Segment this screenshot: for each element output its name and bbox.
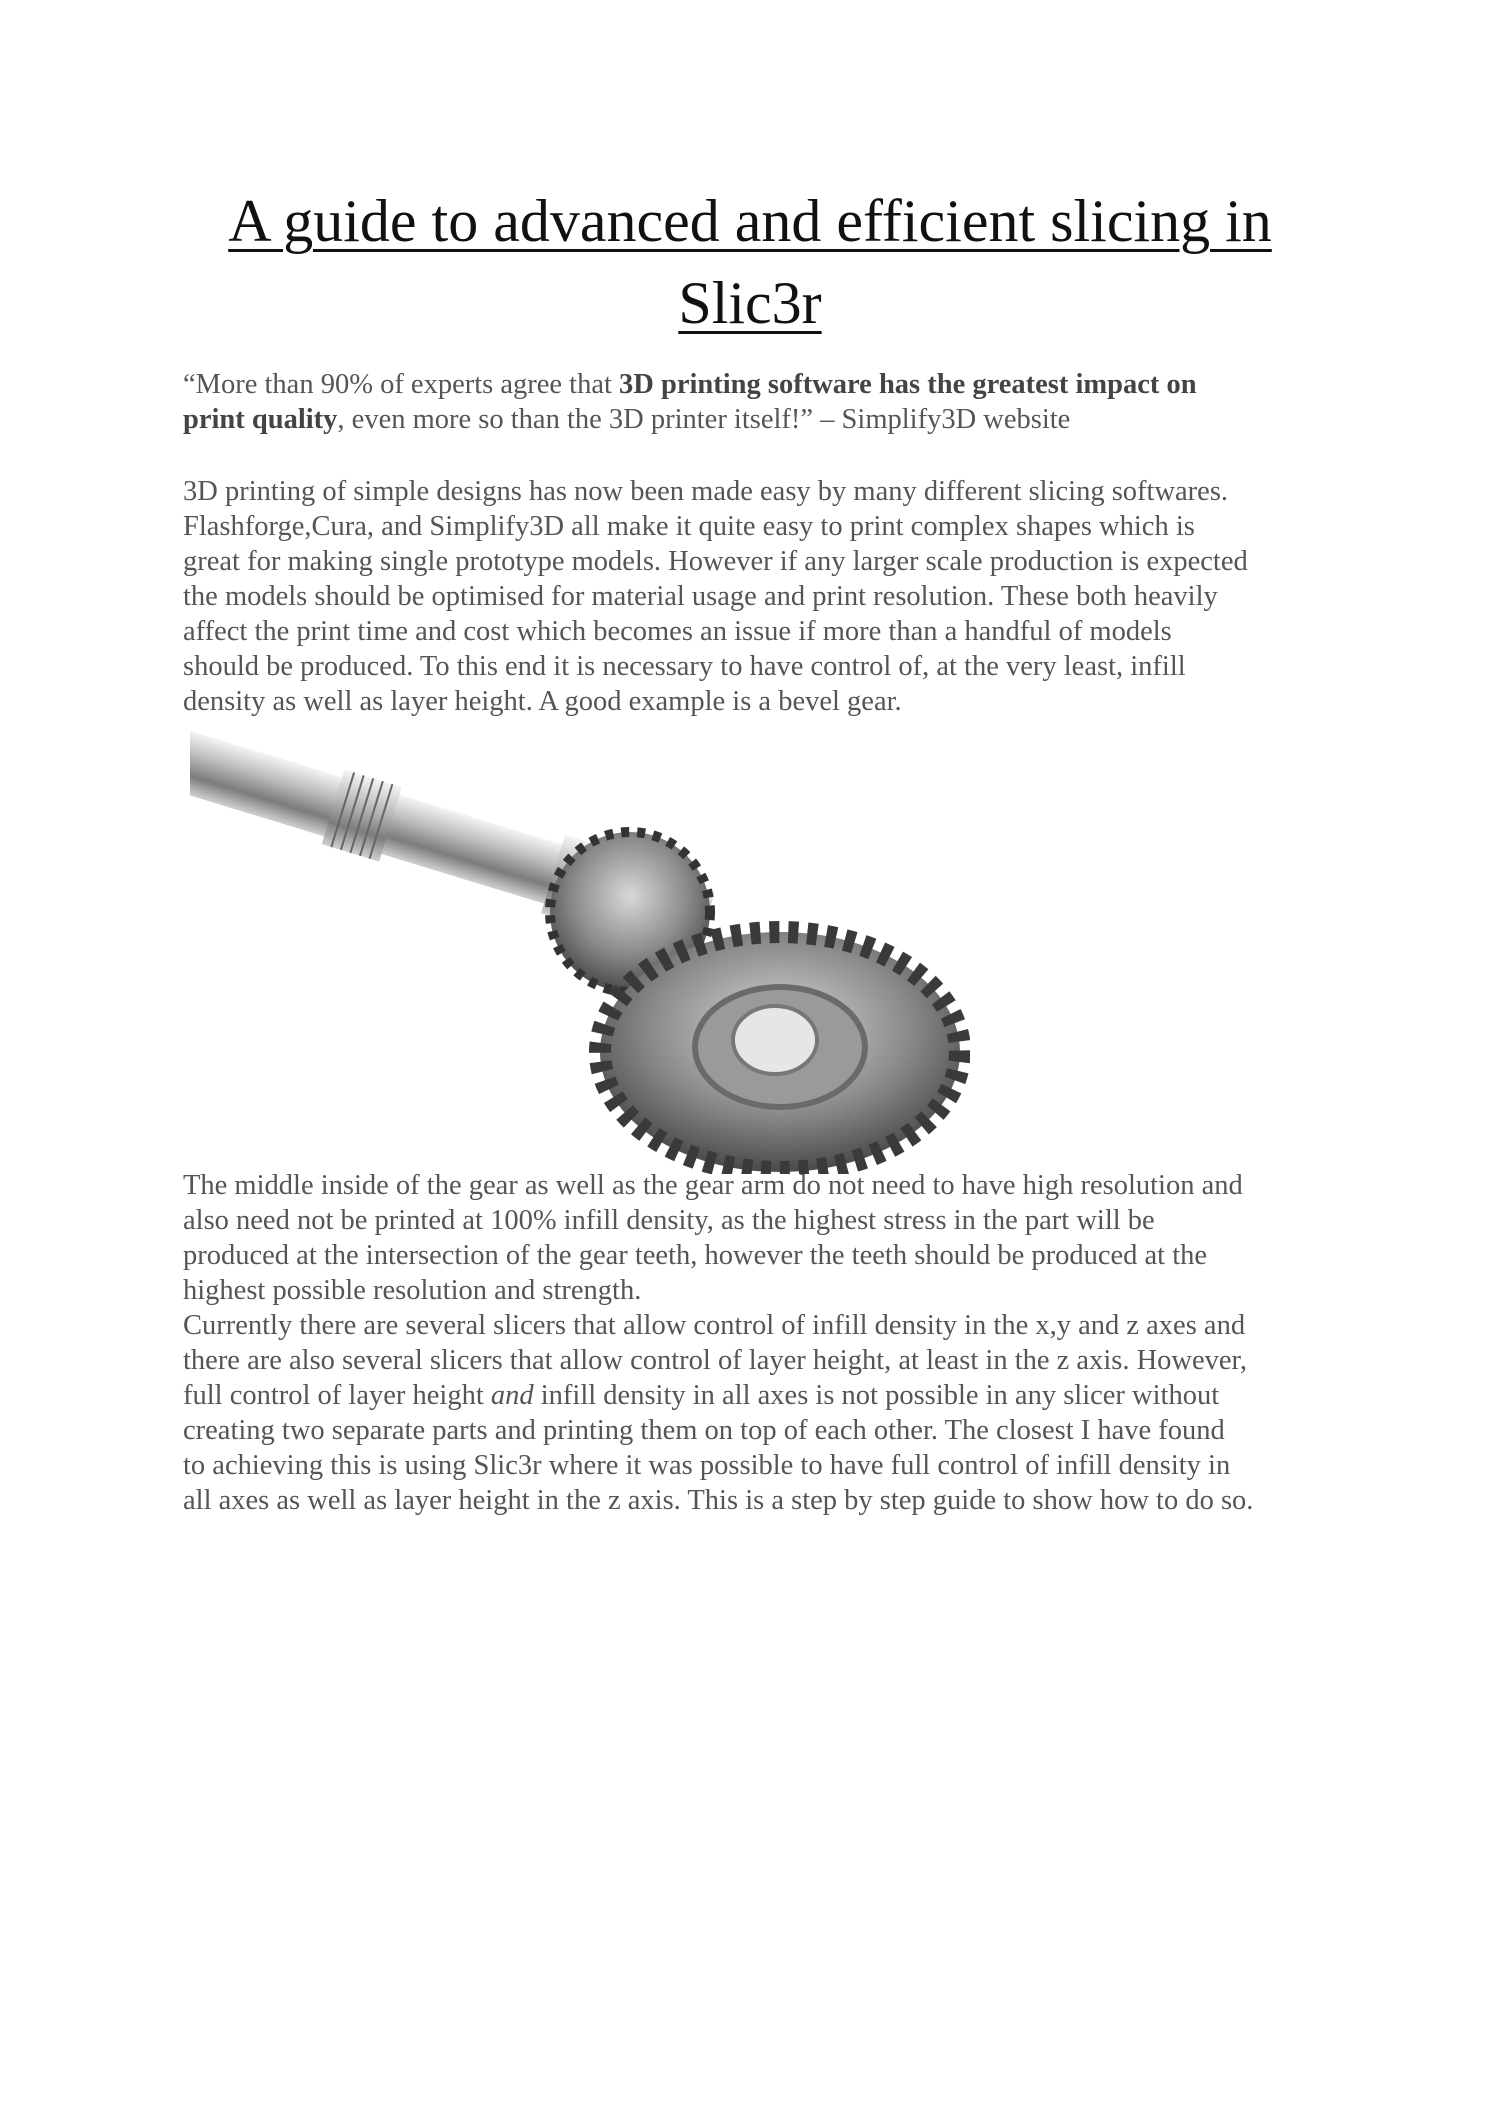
title-line-2: Slic3r [678,270,822,336]
text-line: all axes as well as layer height in the z axis. This is a step by step guide to show how to do so. [183,1485,1254,1516]
quote-text: “More than 90% of experts agree that [183,369,620,400]
ring-gear-icon [600,932,960,1172]
text-line: Currently there are several slicers that allow control of infill density in the x,y and z axes and [183,1310,1246,1341]
text-line: also need not be printed at 100% infill density, as the highest stress in the part will be [183,1205,1155,1236]
text-line: affect the print time and cost which becomes an issue if more than a handful of models [183,616,1172,647]
page-title [0,180,1500,344]
text-line [183,1378,1363,1413]
text-line: The middle inside of the gear as well as the gear arm do not need to have high resolution and [183,1170,1243,1201]
body-paragraph [183,1168,1363,1518]
text-line: 3D printing of simple designs has now been made easy by many different slicing softwares. [183,476,1229,507]
text-line: great for making single prototype models. However if any larger scale production is expected [183,546,1248,577]
text-line: highest possible resolution and strength. [183,1275,642,1306]
quote-bold: 3D printing software has the greatest impact on [619,369,1197,400]
text-fragment: full control of layer height [183,1380,491,1411]
text-line: density as well as layer height. A good example is a bevel gear. [183,686,902,717]
text-fragment: infill density in all axes is not possible in any slicer without [533,1380,1220,1411]
intro-paragraph [183,474,1363,719]
text-line: to achieving this is using Slic3r where it was possible to have full control of infill density in [183,1450,1231,1481]
quote-text: , even more so than the 3D printer itself!” – Simplify3D website [337,404,1071,435]
quote-bold: print quality [183,404,338,435]
italic-emphasis: and [490,1380,534,1411]
text-line: there are also several slicers that allow control of layer height, at least in the z axis. However, [183,1345,1248,1376]
text-line: the models should be optimised for material usage and print resolution. These both heavily [183,581,1218,612]
text-line: creating two separate parts and printing them on top of each other. The closest I have found [183,1415,1225,1446]
text-line: should be produced. To this end it is necessary to have control of, at the very least, infill [183,651,1186,682]
text-line: Flashforge,Cura, and Simplify3D all make it quite easy to print complex shapes which is [183,511,1195,542]
quote-paragraph [183,367,1363,437]
text-line: produced at the intersection of the gear teeth, however the teeth should be produced at the [183,1240,1208,1271]
title-line-1: A guide to advanced and efficient slicing in [228,188,1272,254]
bevel-gear-image [190,722,970,1174]
